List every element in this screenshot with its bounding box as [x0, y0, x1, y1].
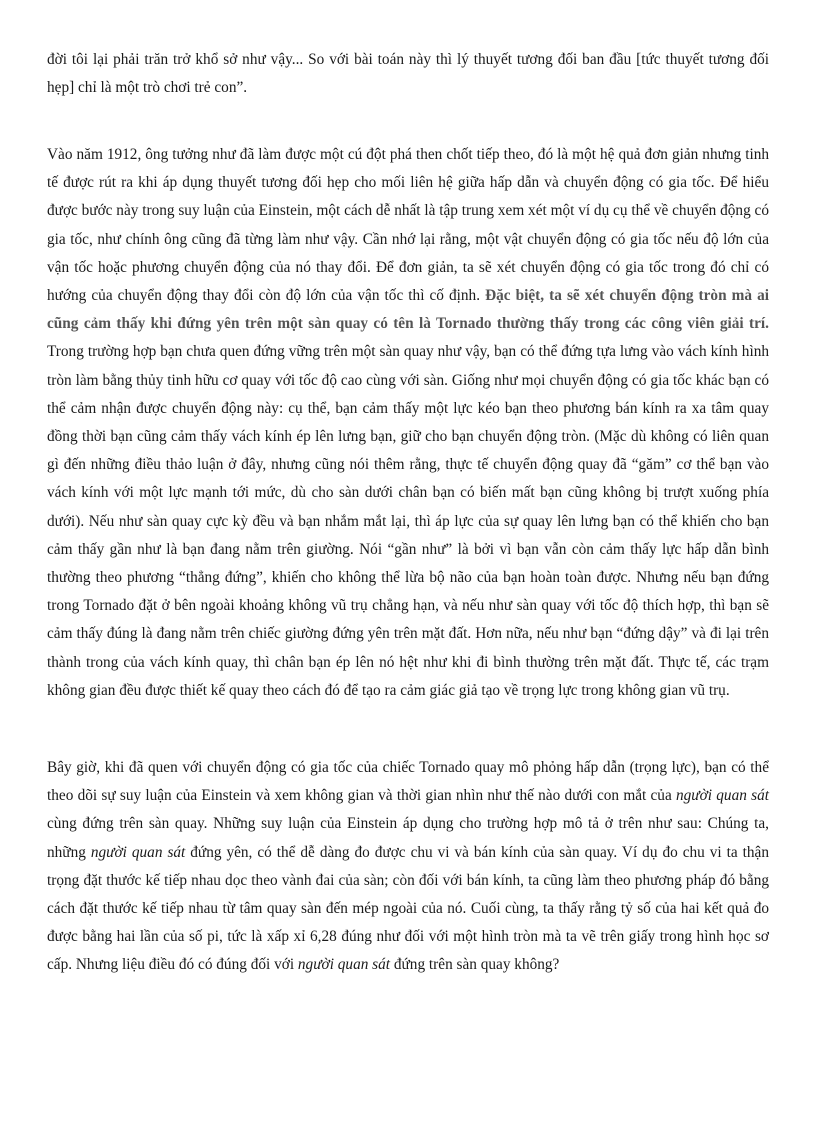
paragraph-quote-end — [47, 46, 769, 102]
bold-highlight: Đặc biệt, ta sẽ xét chuyển động tròn mà ai cũng cảm thấy khi đứng yên trên một sàn quay có tên là Tornado thường thấy trong các công viên giải trí. — [47, 287, 769, 333]
text-segment: Trong trường hợp bạn chưa quen đứng vững trên một sàn quay như vậy, bạn có thể đứng tựa lưng vào vách kính hình tròn làm bằng thủy tinh hữu cơ quay với tốc độ cao cùng với sàn. Giống như mọi chuyển động có gia tốc khác bạn có thể cảm nhận được chuyển động này: cụ thể, bạn cảm thấy một lực kéo bạn theo phương bán kính ra xa tâm quay đồng thời bạn cũng cảm thấy vách kính ép lên lưng bạn, giữ cho bạn chuyển động tròn. (Mặc dù không có liên quan gì đến những điều thảo luận ở đây, nhưng cũng nói thêm rằng, thực tế chuyển động quay đã “găm” cơ thể bạn vào vách kính với một lực mạnh tới mức, dù cho sàn dưới chân bạn có biến mất bạn cũng không bị trượt xuống phía dưới). Nếu như sàn quay cực kỳ đều và bạn nhắm mắt lại, thì áp lực của sự quay lên lưng bạn có thể khiến cho bạn cảm thấy gần như là bạn đang nằm trên giường. Nói “gần như” là bởi vì bạn vẫn còn cảm thấy lực hấp dẫn bình thường theo phương “thẳng đứng”, khiến cho không thể lừa bộ não của bạn hoàn toàn được. Nhưng nếu bạn đứng trong Tornado đặt ở bên ngoài khoảng không vũ trụ chẳng hạn, và nếu như sàn quay với tốc độ thích hợp, thì bạn sẽ cảm thấy đúng là đang nằm trên chiếc giường đứng yên trên mặt đất. Hơn nữa, nếu như bạn “đứng dậy” và đi lại trên thành trong của vách kính quay, thì chân bạn ép lên nó hệt như khi đi bình thường trên mặt đất. Thực tế, các trạm không gian đều được thiết kế quay theo cách đó để tạo ra cảm giác giả tạo về trọng lực trong không gian vũ trụ. — [47, 343, 769, 699]
text-segment: đời tôi lại phải trăn trở khổ sở như vậy... So với bài toán này thì lý thuyết tương đối ban đầu [tức thuyết tương đối hẹp] chỉ là một trò chơi trẻ con”. — [47, 51, 769, 97]
paragraph-observer — [47, 754, 769, 980]
text-segment: cùng đứng trên sàn quay. Những suy luận của Einstein áp dụng cho trường hợp mô tả ở trên như sau: Chúng ta, những — [47, 815, 769, 861]
text-segment: Bây giờ, khi đã quen với chuyển động có gia tốc của chiếc Tornado quay mô phỏng hấp dẫn (trọng lực), bạn có thể theo dõi sự suy luận của Einstein và xem không gian và thời gian nhìn như thế nào dưới con mắt của — [47, 759, 769, 805]
paragraph-rotating-platform — [47, 141, 769, 705]
italic-term: người quan sát — [90, 843, 186, 861]
italic-term: người quan sát — [297, 956, 391, 974]
text-segment: đứng yên, có thể dễ dàng đo được chu vi và bán kính của sàn quay. Ví dụ đo chu vi ta thận trọng đặt thước kế tiếp nhau dọc theo vành đai của sàn; còn đối với bán kính, ta cũng làm theo phương pháp đó bằng cách đặt thước kế tiếp nhau từ tâm quay sàn đến mép ngoài của nó. Cuối cùng, ta thấy rằng tỷ số của hai kết quả đo được bằng hai lần của số pi, tức là xấp xỉ 6,28 đúng như đối với một hình tròn mà ta vẽ trên giấy trong hình học sơ cấp. Nhưng liệu điều đó có đúng đối với — [47, 843, 769, 974]
text-segment: đứng trên sàn quay không? — [390, 956, 560, 974]
italic-term: người quan sát — [675, 787, 769, 805]
text-segment: Vào năm 1912, ông tưởng như đã làm được một cú đột phá then chốt tiếp theo, đó là một hệ quả đơn giản nhưng tinh tế được rút ra khi áp dụng thuyết tương đối hẹp cho mối liên hệ giữa hấp dẫn và chuyển động có gia tốc. Để hiểu được bước này trong suy luận của Einstein, một cách dễ nhất là tập trung xem xét một ví dụ cụ thể về chuyển động có gia tốc, như chính ông cũng đã từng làm như vậy. Cần nhớ lại rằng, một vật chuyển động có gia tốc nếu độ lớn của vận tốc hoặc phương chuyển động của nó thay đổi. Để đơn giản, ta sẽ xét chuyển động có gia tốc trong đó chỉ có hướng của chuyển động thay đổi còn độ lớn của vận tốc thì cố định. — [47, 146, 769, 305]
